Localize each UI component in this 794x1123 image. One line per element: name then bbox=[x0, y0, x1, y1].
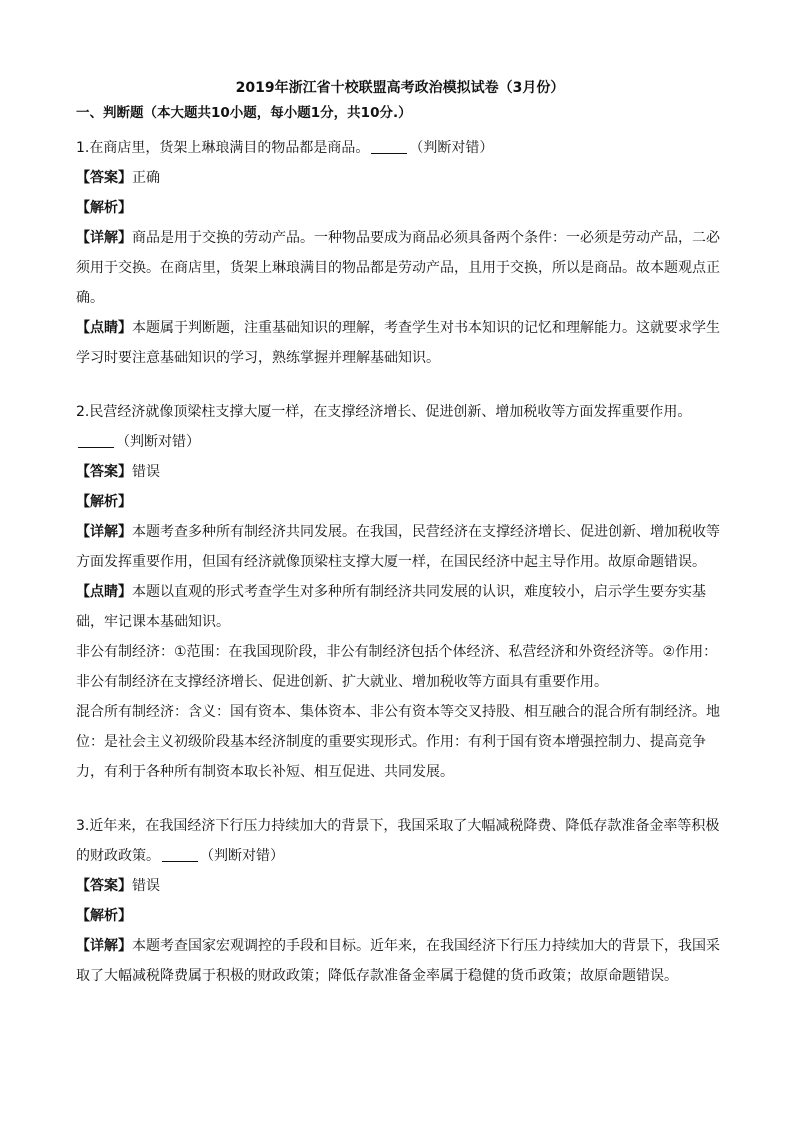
extra-paragraph-nonpublic: 非公有制经济：①范围：在我国现阶段，非公有制经济包括个体经济、私营经济和外资经济等。②作用：非公有制经济在支撑经济增长、促进创新、扩大就业、增加税收等方面具有重要作用。 bbox=[76, 644, 718, 690]
document-title: 2019年浙江省十校联盟高考政治模拟试卷（3月份） bbox=[235, 80, 565, 96]
question-spacer bbox=[76, 787, 724, 811]
answer-blank bbox=[78, 433, 114, 448]
question-2 bbox=[76, 397, 724, 787]
detail-paragraph: 【详解】商品是用于交换的劳动产品。一种物品要成为商品必须具备两个条件：一必须是劳动产品，二必须用于交换。在商店里，货架上琳琅满目的物品都是劳动产品，且用于交换，所以是商品。故本题观点正确。 bbox=[76, 230, 720, 306]
answer-blank bbox=[162, 847, 198, 862]
detail-paragraph: 【详解】本题考查多种所有制经济共同发展。在我国，民营经济在支撑经济增长、促进创新、增加税收等方面发挥重要作用，但国有经济就像顶梁柱支撑大厦一样，在国民经济中起主导作用。故原命题错误。 bbox=[76, 524, 720, 570]
section-heading: 一、判断题（本大题共10小题，每小题1分，共10分.） bbox=[76, 105, 412, 121]
question-stem: 1.在商店里，货架上琳琅满目的物品都是商品。 （判断对错） bbox=[76, 140, 494, 156]
document-page bbox=[76, 78, 724, 991]
extra-paragraph-mixed: 混合所有制经济：含义：国有资本、集体资本、非公有资本等交叉持股、相互融合的混合所有制经济。地位：是社会主义初级阶段基本经济制度的重要实现形式。作用：有利于国有资本增强控制力、提高竞争力，有利于各种所有制资本取长补短、相互促进、共同发展。 bbox=[76, 704, 720, 780]
question-3 bbox=[76, 811, 724, 991]
question-stem: 3.近年来，在我国经济下行压力持续加大的背景下，我国采取了大幅减税降费、降低存款准备金率等积极的财政政策。 （判断对错） bbox=[76, 818, 720, 864]
answer-blank bbox=[371, 139, 407, 154]
note-paragraph: 【点睛】本题属于判断题，注重基础知识的理解，考查学生对书本知识的记忆和理解能力。这就要求学生学习时要注意基础知识的学习，熟练掌握并理解基础知识。 bbox=[76, 320, 720, 366]
analysis-heading: 【解析】 bbox=[76, 908, 132, 924]
question-stem: 2.民营经济就像顶梁柱支撑大厦一样，在支撑经济增长、促进创新、增加税收等方面发挥重要作用。（判断对错） bbox=[76, 404, 692, 450]
analysis-heading: 【解析】 bbox=[76, 200, 132, 216]
analysis-heading: 【解析】 bbox=[76, 494, 132, 510]
answer-line: 【答案】错误 bbox=[76, 878, 160, 894]
note-paragraph: 【点睛】本题以直观的形式考查学生对多种所有制经济共同发展的认识，难度较小，启示学生要夯实基础，牢记课本基础知识。 bbox=[76, 584, 706, 630]
answer-line: 【答案】正确 bbox=[76, 170, 160, 186]
answer-line: 【答案】错误 bbox=[76, 464, 160, 480]
question-1 bbox=[76, 133, 724, 373]
question-spacer bbox=[76, 373, 724, 397]
detail-paragraph: 【详解】本题考查国家宏观调控的手段和目标。近年来，在我国经济下行压力持续加大的背景下，我国采取了大幅减税降费属于积极的财政政策；降低存款准备金率属于稳健的货币政策；故原命题错误。 bbox=[76, 938, 720, 984]
